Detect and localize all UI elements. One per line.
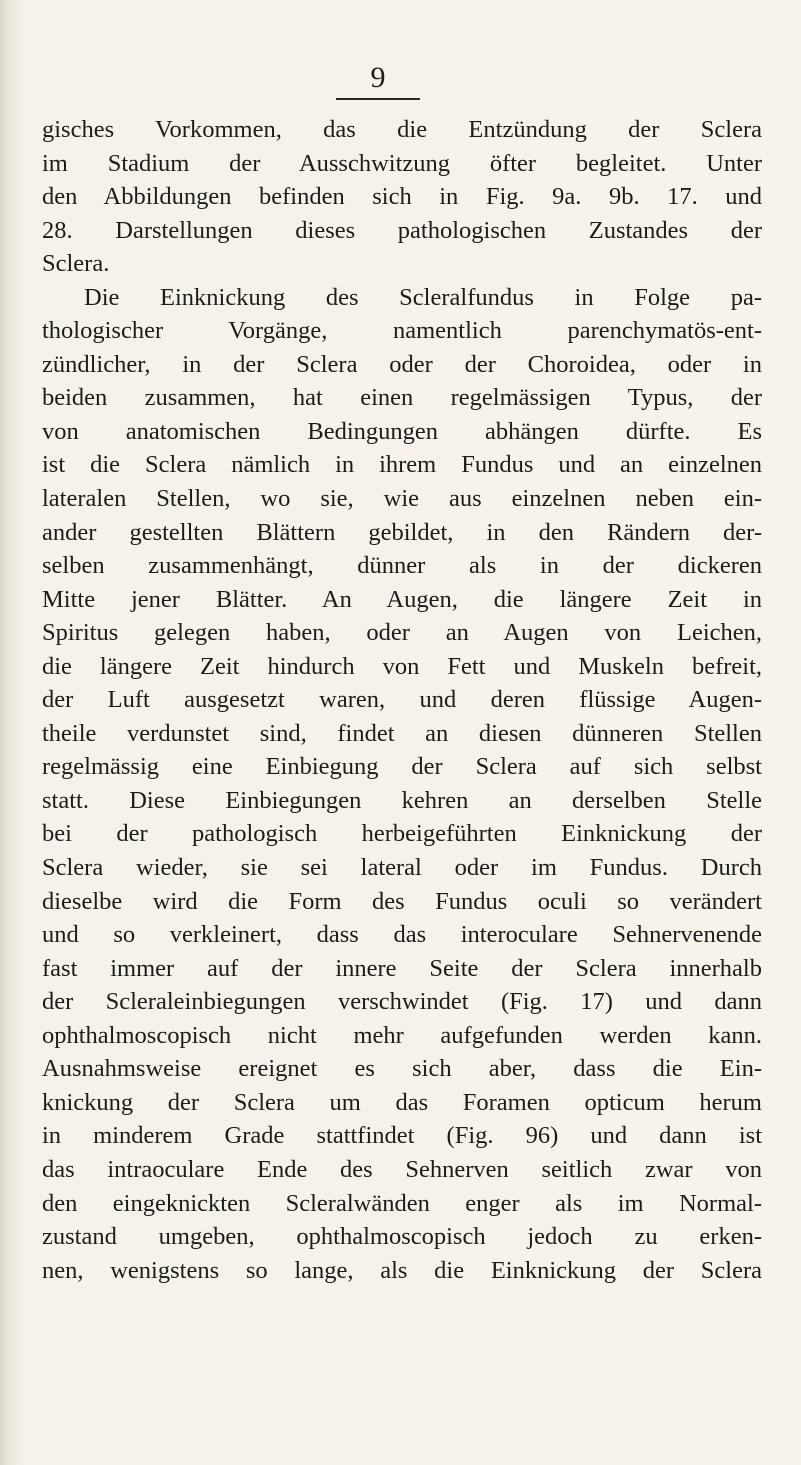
text-line: lateralen Stellen, wo sie, wie aus einzelnen neben ein- — [42, 485, 762, 513]
text-line: Ausnahmsweise ereignet es sich aber, dass die Ein- — [42, 1055, 762, 1083]
text-line: thologischer Vorgänge, namentlich parenchymatös-ent- — [42, 317, 762, 345]
text-line: bei der pathologisch herbeigeführten Einknickung der — [42, 820, 762, 848]
text-line: Spiritus gelegen haben, oder an Augen von Leichen, — [42, 619, 762, 647]
text-line: gisches Vorkommen, das die Entzündung der Sclera — [42, 116, 762, 143]
text-line: zustand umgeben, ophthalmoscopisch jedoch zu erken- — [42, 1223, 762, 1251]
body-text — [42, 113, 762, 1287]
text-line: regelmässig eine Einbiegung der Sclera auf sich selbst — [42, 753, 762, 781]
text-line: die längere Zeit hindurch von Fett und Muskeln befreit, — [42, 652, 762, 680]
text-line: 28. Darstellungen dieses pathologischen Zustandes der — [42, 216, 762, 244]
text-line: im Stadium der Ausschwitzung öfter begleitet. Unter — [42, 149, 762, 177]
text-line: Die Einknickung des Scleralfundus in Folge pa- — [84, 283, 762, 311]
text-line: von anatomischen Bedingungen abhängen dürfte. Es — [42, 417, 762, 445]
text-line: Mitte jener Blätter. An Augen, die längere Zeit in — [42, 585, 762, 613]
text-line: zündlicher, in der Sclera oder der Choroidea, oder in — [42, 350, 762, 378]
text-line: nen, wenigstens so lange, als die Einknickung der Sclera — [42, 1256, 762, 1284]
text-line: der Scleraleinbiegungen verschwindet (Fig. 17) und dann — [42, 988, 762, 1016]
text-line: ophthalmoscopisch nicht mehr aufgefunden werden kann. — [42, 1021, 762, 1049]
text-line: den eingeknickten Scleralwänden enger als im Normal- — [42, 1189, 762, 1217]
text-line: ander gestellten Blättern gebildet, in den Rändern der- — [42, 518, 762, 546]
text-line: den Abbildungen befinden sich in Fig. 9a. 9b. 17. und — [42, 183, 762, 211]
text-line: Sclera wieder, sie sei lateral oder im Fundus. Durch — [42, 854, 762, 882]
text-line: theile verdunstet sind, findet an diesen dünneren Stellen — [42, 719, 762, 747]
text-line: knickung der Sclera um das Foramen opticum herum — [42, 1088, 762, 1116]
text-line: der Luft ausgesetzt waren, und deren flüssige Augen- — [42, 686, 762, 714]
text-line: selben zusammenhängt, dünner als in der dickeren — [42, 552, 762, 580]
text-line: und so verkleinert, dass das interoculare Sehnervenende — [42, 921, 762, 949]
text-line: in minderem Grade stattfindet (Fig. 96) und dann ist — [42, 1122, 762, 1150]
text-line: fast immer auf der innere Seite der Sclera innerhalb — [42, 954, 762, 982]
text-line: beiden zusammen, hat einen regelmässigen Typus, der — [42, 384, 762, 412]
page-number: 9 — [336, 60, 420, 100]
text-line: statt. Diese Einbiegungen kehren an derselben Stelle — [42, 786, 762, 814]
text-line: das intraoculare Ende des Sehnerven seitlich zwar von — [42, 1155, 762, 1183]
text-line: dieselbe wird die Form des Fundus oculi so verändert — [42, 887, 762, 915]
text-line: Sclera. — [42, 250, 110, 278]
text-line: ist die Sclera nämlich in ihrem Fundus und an einzelnen — [42, 451, 762, 479]
